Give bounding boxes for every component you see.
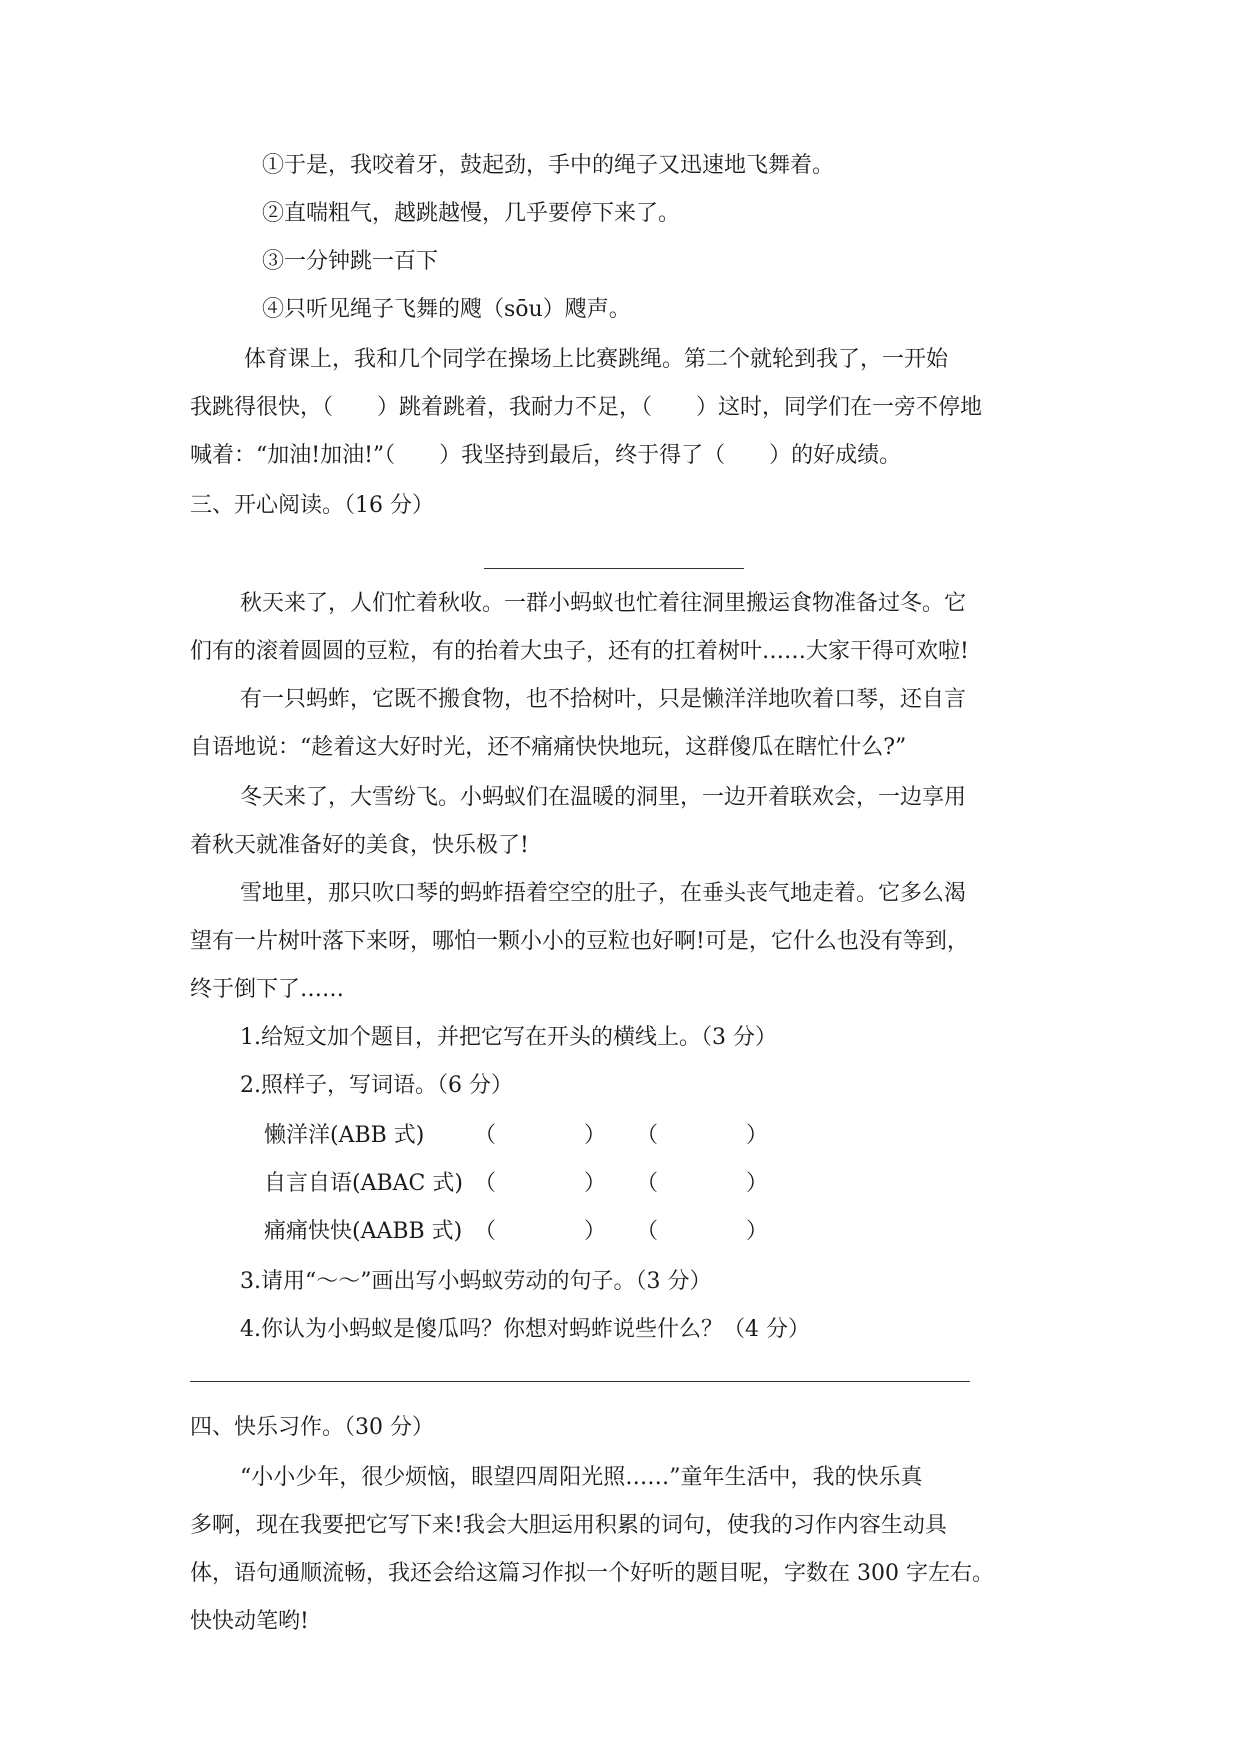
reading-p3-line-1: 冬天来了，大雪纷飞。小蚂蚁们在温暖的洞里，一边开着联欢会，一边享用	[240, 785, 967, 810]
question-4: 4.你认为小蚂蚁是傻瓜吗？你想对蚂蚱说些什么？（4 分）	[240, 1317, 810, 1342]
question-2: 2.照样子，写词语。（6 分）	[240, 1073, 513, 1098]
writing-prompt-line-3: 体，语句通顺流畅，我还会给这篇习作拟一个好听的题目呢，字数在 300 字左右。	[190, 1561, 994, 1586]
reading-p4-line-2: 望有一片树叶落下来呀，哪怕一颗小小的豆粒也好啊!可是，它什么也没有等到，	[190, 929, 969, 954]
q2-row-3-blank-b[interactable]: （ ）	[636, 1219, 769, 1244]
question-3: 3.请用“～～”画出写小蚂蚁劳动的句子。（3 分）	[240, 1269, 712, 1294]
writing-prompt-line-1: “小小少年，很少烦恼，眼望四周阳光照……”童年生活中，我的快乐真	[240, 1465, 923, 1490]
q2-row-2-label: 自言自语(ABAC 式)	[264, 1171, 463, 1196]
title-blank-line[interactable]	[484, 568, 744, 569]
option-4: ④只听见绳子飞舞的飕（sōu）飕声。	[262, 297, 631, 322]
fill-passage-line-2: 我跳得很快，（ ）跳着跳着，我耐力不足，（ ）这时，同学们在一旁不停地	[190, 395, 983, 420]
q2-row-2-blank-b[interactable]: （ ）	[636, 1171, 769, 1196]
section-4-heading: 四、快乐习作。（30 分）	[190, 1415, 434, 1440]
option-2: ②直喘粗气，越跳越慢，几乎要停下来了。	[262, 201, 681, 226]
fill-passage-line-3: 喊着：“加油!加油!”（ ）我坚持到最后，终于得了（ ）的好成绩。	[190, 443, 902, 468]
q2-row-1-blank-a[interactable]: （ ）	[474, 1123, 607, 1148]
section-3-heading: 三、开心阅读。（16 分）	[190, 493, 434, 518]
question-1: 1.给短文加个题目，并把它写在开头的横线上。（3 分）	[240, 1025, 777, 1050]
q2-row-1-label: 懒洋洋(ABB 式)	[264, 1123, 425, 1148]
q2-row-3-blank-a[interactable]: （ ）	[474, 1219, 607, 1244]
writing-prompt-line-2: 多啊，现在我要把它写下来!我会大胆运用积累的词句，使我的习作内容生动具	[190, 1513, 947, 1538]
reading-p1-line-1: 秋天来了，人们忙着秋收。一群小蚂蚁也忙着往洞里搬运食物准备过冬。它	[240, 591, 967, 616]
q2-row-3-label: 痛痛快快(AABB 式)	[264, 1219, 463, 1244]
q2-row-1-blank-b[interactable]: （ ）	[636, 1123, 769, 1148]
reading-p2-line-2: 自语地说：“趁着这大好时光，还不痛痛快快地玩，这群傻瓜在瞎忙什么?”	[190, 735, 907, 760]
reading-p4-line-3: 终于倒下了……	[190, 977, 345, 1002]
reading-p2-line-1: 有一只蚂蚱，它既不搬食物，也不拾树叶，只是懒洋洋地吹着口琴，还自言	[240, 687, 967, 712]
reading-p3-line-2: 着秋天就准备好的美食，快乐极了!	[190, 833, 529, 858]
fill-passage-line-1: 体育课上，我和几个同学在操场上比赛跳绳。第二个就轮到我了，一开始	[244, 347, 949, 372]
reading-p4-line-1: 雪地里，那只吹口琴的蚂蚱捂着空空的肚子，在垂头丧气地走着。它多么渴	[240, 881, 967, 906]
reading-p1-line-2: 们有的滚着圆圆的豆粒，有的抬着大虫子，还有的扛着树叶……大家干得可欢啦!	[190, 639, 969, 664]
option-1: ①于是，我咬着牙，鼓起劲，手中的绳子又迅速地飞舞着。	[262, 153, 835, 178]
option-3: ③一分钟跳一百下	[262, 249, 439, 274]
writing-prompt-line-4: 快快动笔哟!	[190, 1609, 309, 1634]
q2-row-2-blank-a[interactable]: （ ）	[474, 1171, 607, 1196]
q4-answer-line[interactable]	[190, 1381, 970, 1382]
